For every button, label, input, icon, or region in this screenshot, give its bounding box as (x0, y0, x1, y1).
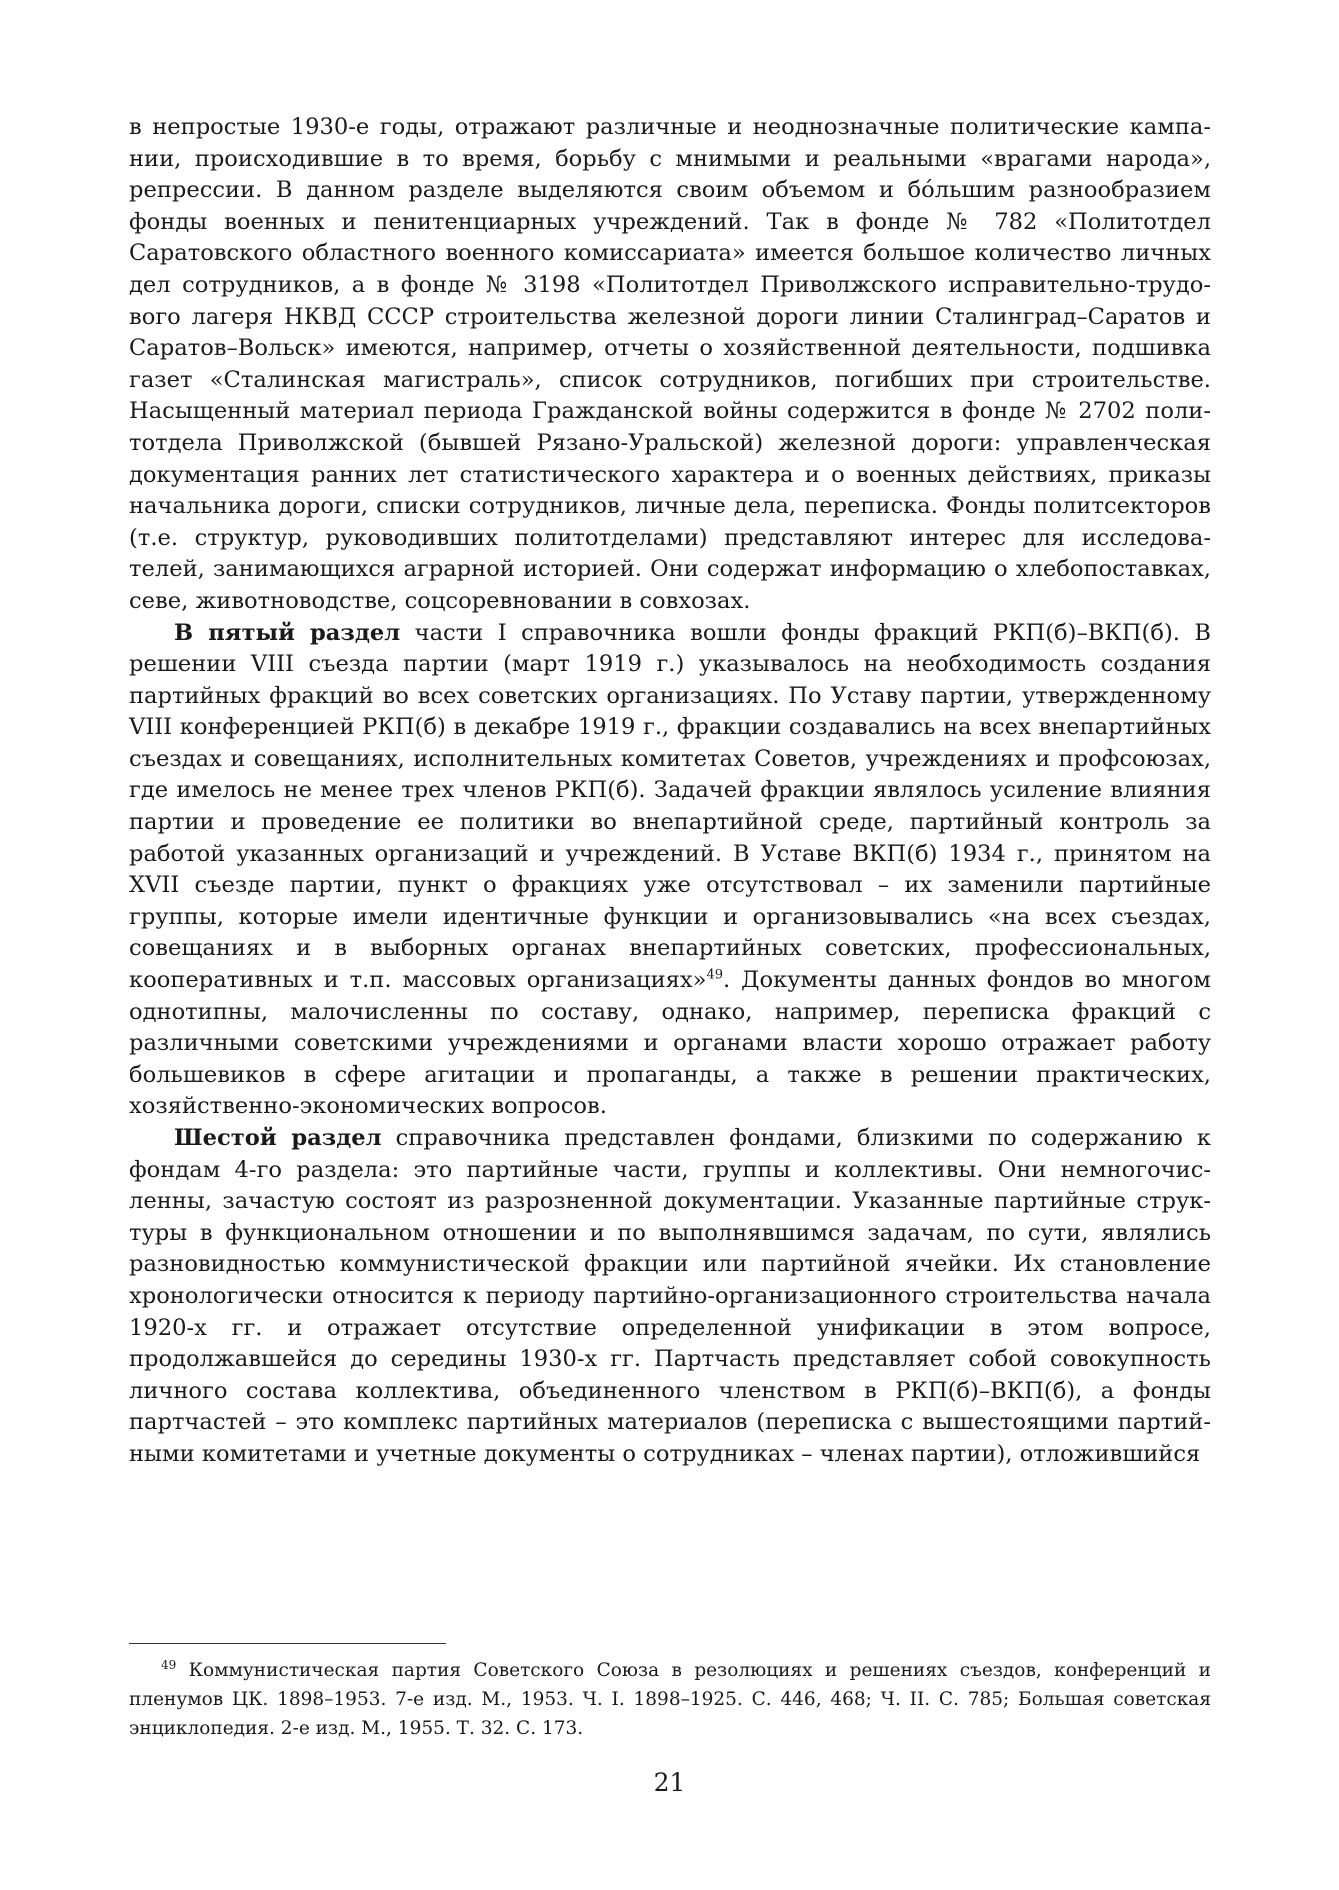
footnote (129, 1656, 1211, 1743)
paragraph-1-text: в непростые 1930-е годы, отражают различные и неоднозначные политические кампании, происходившие в то время, борьбу с мнимыми и реальными «врагами народа», репрессии. В данном разделе выделяются своим объемом и бóльшим разнообразием фонды военных и пенитенциарных учреждений. Так в фонде № 782 «Политотдел Саратовского областного военного комиссариата» имеется большое количество личных дел сотрудников, а в фонде № 3198 «Политотдел Приволжского исправительно-трудового лагеря НКВД СССР строительства железной дороги линии Сталинград–Саратов и Саратов–Вольск» имеются, например, отчеты о хозяйственной деятельности, подшивка газет «Сталинская магистраль», список сотрудников, погибших при строительстве. Насыщенный материал периода Гражданской войны содержится в фонде № 2702 политотдела Приволжской (бывшей Рязано-Уральской) железной дороги: управленческая документация ранних лет статистического характера и о военных действиях, приказы начальника дороги, списки сотрудников, личные дела, переписка. Фонды политсекторов (т.е. структур, руководивших политотделами) представляют интерес для исследователей, занимающихся аграрной историей. Они содержат информацию о хлебопоставках, севе, животноводстве, соцсоревновании в совхозах. (129, 114, 1211, 614)
footnote-number: 49 (161, 1657, 177, 1672)
page-number: 21 (653, 1768, 686, 1797)
footnote-divider (129, 1643, 446, 1644)
paragraph-3-lead: Шестой раздел (174, 1125, 382, 1151)
paragraph-2-text: части I справочника вошли фонды фракций РКП(б)–ВКП(б). В решении VIII съезда партии (март 1919 г.) указывалось на необходимость создания партийных фракций во всех советских организациях. По Уставу партии, утвержденному VIII конференцией РКП(б) в декабре 1919 г., фракции создавались на всех внепартийных съездах и совещаниях, исполнительных комитетах Советов, учреждениях и профсоюзах, где имелось не менее трех членов РКП(б). Задачей фракции являлось усиление влияния партии и проведение ее политики во внепартийной среде, партийный контроль за работой указанных организаций и учреждений. В Уставе ВКП(б) 1934 г., принятом на XVII съезде партии, пункт о фракциях уже отсутствовал – их заменили партийные группы, которые имели идентичные функции и организовывались «на всех съездах, совещаниях и в выборных органах внепартийных советских, профессиональных, кооперативных и т.п. массовых организациях» (129, 619, 1211, 994)
paragraph-2-lead: В пятый раздел (174, 619, 401, 646)
paragraph-1 (129, 112, 1211, 618)
page-body (129, 112, 1211, 1471)
footnote-text: Коммунистическая партия Советского Союза в резолюциях и решениях съездов, конференций и пленумов ЦК. 1898–1953. 7-е изд. М., 1953. Ч. I. 1898–1925. С. 446, 468; Ч. II. С. 785; Большая советская энциклопедия. 2-е изд. М., 1955. Т. 32. С. 173. (129, 1660, 1211, 1739)
footnote-reference[interactable]: 49 (706, 967, 724, 983)
paragraph-3-text: справочника представлен фондами, близкими по содержанию к фондам 4-го раздела: это партийные части, группы и коллективы. Они немногочисленны, зачастую состоят из разрозненной документации. Указанные партийные структуры в функциональном отношении и по выполнявшимся задачам, по сути, являлись разновидностью коммунистической фракции или партийной ячейки. Их становление хронологически относится к периоду партийно-организационного строительства начала 1920-х гг. и отражает отсутствие определенной унификации в этом вопросе, продолжавшейся до середины 1930-х гг. Партчасть представляет собой совокупность личного состава коллектива, объединенного членством в РКП(б)–ВКП(б), а фонды партчастей – это комплекс партийных материалов (переписка с вышестоящими партийными комитетами и учетные документы о сотрудниках – членах партии), отложившийся (129, 1125, 1211, 1467)
paragraph-2 (129, 618, 1211, 1124)
paragraph-2-tail: . Документы данных фондов во многом однотипны, малочисленны по составу, однако, например, переписка фракций с различными советскими учреждениями и органами власти хорошо отражает работу большевиков в сфере агитации и пропаганды, а также в решении практических, хозяйственно-экономических вопросов. (129, 967, 1211, 1120)
paragraph-3 (129, 1123, 1211, 1471)
